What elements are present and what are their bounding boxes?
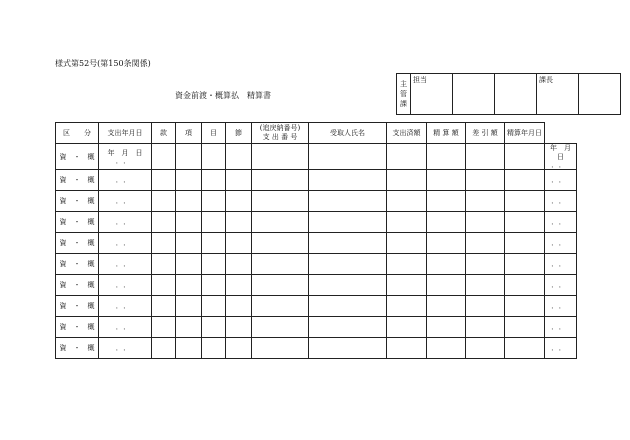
- table-row: [56, 191, 577, 212]
- header-setsu: 節: [226, 123, 252, 144]
- approval-cell-2: [453, 74, 495, 115]
- row-cell: [505, 338, 545, 359]
- row-cell: [252, 296, 309, 317]
- approval-cell-kachou: 課長: [537, 74, 579, 115]
- row-kubun: 資 ・ 概: [56, 317, 99, 338]
- row-cell: [466, 191, 505, 212]
- row-shishutsu-date: ．．: [99, 296, 152, 317]
- row-cell: [387, 170, 427, 191]
- row-cell: [202, 254, 226, 275]
- header-moku: 目: [202, 123, 226, 144]
- row-cell: [466, 212, 505, 233]
- approval-dept-label: 主 管 課: [397, 74, 411, 115]
- row-cell: [152, 338, 176, 359]
- row-cell: [176, 191, 202, 212]
- row-seisan-date: ．．: [545, 212, 577, 233]
- row-cell: [505, 191, 545, 212]
- row-cell: [387, 212, 427, 233]
- row-cell: [252, 338, 309, 359]
- row-cell: [152, 254, 176, 275]
- row-kubun: 資 ・ 概: [56, 338, 99, 359]
- row-cell: [176, 275, 202, 296]
- row-cell: [226, 212, 252, 233]
- row-cell: [505, 233, 545, 254]
- row-cell: [387, 296, 427, 317]
- row-shishutsu-date: ．．: [99, 254, 152, 275]
- row-cell: [176, 317, 202, 338]
- row-cell: [387, 191, 427, 212]
- row-shishutsu-date: ．．: [99, 233, 152, 254]
- row-shishutsu-date: ．．: [99, 275, 152, 296]
- table-row: [56, 170, 577, 191]
- table-row: [56, 144, 577, 170]
- row-cell: [387, 275, 427, 296]
- settlement-table: [55, 122, 577, 359]
- row-cell: [202, 338, 226, 359]
- row-cell: [387, 233, 427, 254]
- row-kubun: 資 ・ 概: [56, 191, 99, 212]
- row-cell: [152, 212, 176, 233]
- row-cell: [202, 144, 226, 170]
- row-kubun: 資 ・ 概: [56, 212, 99, 233]
- row-cell: [387, 254, 427, 275]
- row-cell: [309, 233, 387, 254]
- row-cell: [202, 275, 226, 296]
- row-kubun: 資 ・ 概: [56, 254, 99, 275]
- row-cell: [226, 191, 252, 212]
- row-seisan-date: ．．: [545, 254, 577, 275]
- row-cell: [466, 338, 505, 359]
- row-cell: [226, 296, 252, 317]
- row-cell: [202, 212, 226, 233]
- header-seisan-date: 精算年月日: [505, 123, 545, 144]
- row-cell: [505, 170, 545, 191]
- row-seisan-date: 年 月 日 ．．: [545, 144, 577, 170]
- row-cell: [152, 275, 176, 296]
- row-cell: [466, 144, 505, 170]
- row-cell: [202, 170, 226, 191]
- row-kubun: 資 ・ 概: [56, 233, 99, 254]
- row-shishutsu-date: ．．: [99, 191, 152, 212]
- row-cell: [309, 191, 387, 212]
- table-row: [56, 233, 577, 254]
- row-seisan-date: ．．: [545, 233, 577, 254]
- row-cell: [505, 275, 545, 296]
- row-cell: [309, 212, 387, 233]
- row-shishutsu-date: ．．: [99, 170, 152, 191]
- row-cell: [309, 254, 387, 275]
- row-cell: [176, 212, 202, 233]
- row-cell: [466, 275, 505, 296]
- row-cell: [427, 275, 466, 296]
- table-header-row: [56, 123, 577, 144]
- row-kubun: 資 ・ 概: [56, 275, 99, 296]
- row-cell: [176, 170, 202, 191]
- row-seisan-date: ．．: [545, 317, 577, 338]
- row-cell: [226, 317, 252, 338]
- row-cell: [202, 296, 226, 317]
- row-cell: [176, 254, 202, 275]
- approval-cell-5: [579, 74, 621, 115]
- row-cell: [309, 275, 387, 296]
- row-cell: [466, 254, 505, 275]
- form-number-label: 様式第52号(第150条関係): [55, 59, 151, 68]
- row-cell: [152, 233, 176, 254]
- row-cell: [176, 338, 202, 359]
- header-shishutsu-zumi: 支出済額: [387, 123, 427, 144]
- row-shishutsu-date: ．．: [99, 338, 152, 359]
- row-cell: [226, 144, 252, 170]
- approval-stamp-box: [396, 73, 621, 115]
- row-cell: [226, 233, 252, 254]
- row-cell: [387, 317, 427, 338]
- row-cell: [505, 144, 545, 170]
- row-cell: [152, 296, 176, 317]
- row-cell: [427, 212, 466, 233]
- row-cell: [427, 233, 466, 254]
- header-shishutsu-date: 支出年月日: [99, 123, 152, 144]
- row-cell: [427, 144, 466, 170]
- row-cell: [202, 317, 226, 338]
- row-cell: [466, 317, 505, 338]
- header-kou: 項: [176, 123, 202, 144]
- row-cell: [252, 212, 309, 233]
- row-cell: [226, 254, 252, 275]
- row-cell: [427, 296, 466, 317]
- row-cell: [176, 296, 202, 317]
- row-cell: [202, 191, 226, 212]
- row-cell: [505, 296, 545, 317]
- row-cell: [387, 144, 427, 170]
- header-kubun: 区 分: [56, 123, 99, 144]
- table-row: [56, 296, 577, 317]
- row-cell: [252, 275, 309, 296]
- row-cell: [152, 191, 176, 212]
- row-shishutsu-date: ．．: [99, 317, 152, 338]
- row-kubun: 資 ・ 概: [56, 144, 99, 170]
- row-cell: [505, 212, 545, 233]
- row-seisan-date: ．．: [545, 170, 577, 191]
- row-cell: [466, 170, 505, 191]
- row-seisan-date: ．．: [545, 338, 577, 359]
- row-cell: [427, 254, 466, 275]
- row-cell: [309, 317, 387, 338]
- row-cell: [505, 254, 545, 275]
- row-cell: [152, 317, 176, 338]
- table-row: [56, 254, 577, 275]
- approval-cell-tantou: 担当: [411, 74, 453, 115]
- header-seisan-gaku: 精 算 額: [427, 123, 466, 144]
- row-kubun: 資 ・ 概: [56, 170, 99, 191]
- row-cell: [427, 191, 466, 212]
- header-uketori-name: 受取人氏名: [309, 123, 387, 144]
- row-cell: [252, 317, 309, 338]
- row-cell: [226, 275, 252, 296]
- row-shishutsu-date: 年 月 日 ．．: [99, 144, 152, 170]
- row-seisan-date: ．．: [545, 275, 577, 296]
- document-title: 資金前渡・概算払 精算書: [175, 91, 271, 100]
- row-cell: [226, 170, 252, 191]
- row-cell: [309, 338, 387, 359]
- table-row: [56, 212, 577, 233]
- row-cell: [202, 233, 226, 254]
- row-cell: [309, 144, 387, 170]
- row-cell: [152, 170, 176, 191]
- row-cell: [252, 233, 309, 254]
- row-cell: [252, 170, 309, 191]
- row-cell: [226, 338, 252, 359]
- row-shishutsu-date: ．．: [99, 212, 152, 233]
- row-cell: [466, 296, 505, 317]
- row-cell: [176, 233, 202, 254]
- row-cell: [427, 317, 466, 338]
- row-cell: [387, 338, 427, 359]
- row-cell: [252, 144, 309, 170]
- row-kubun: 資 ・ 概: [56, 296, 99, 317]
- header-shishutsu-bangou: (追戻納番号) 支 出 番 号: [252, 123, 309, 144]
- approval-cell-3: [495, 74, 537, 115]
- row-cell: [309, 170, 387, 191]
- header-sashihiki: 差 引 額: [466, 123, 505, 144]
- row-cell: [505, 317, 545, 338]
- table-row: [56, 275, 577, 296]
- table-row: [56, 317, 577, 338]
- row-cell: [152, 144, 176, 170]
- row-cell: [252, 191, 309, 212]
- table-row: [56, 338, 577, 359]
- row-cell: [427, 170, 466, 191]
- row-cell: [176, 144, 202, 170]
- row-seisan-date: ．．: [545, 191, 577, 212]
- row-seisan-date: ．．: [545, 296, 577, 317]
- row-cell: [427, 338, 466, 359]
- row-cell: [466, 233, 505, 254]
- row-cell: [309, 296, 387, 317]
- header-kan: 款: [152, 123, 176, 144]
- row-cell: [252, 254, 309, 275]
